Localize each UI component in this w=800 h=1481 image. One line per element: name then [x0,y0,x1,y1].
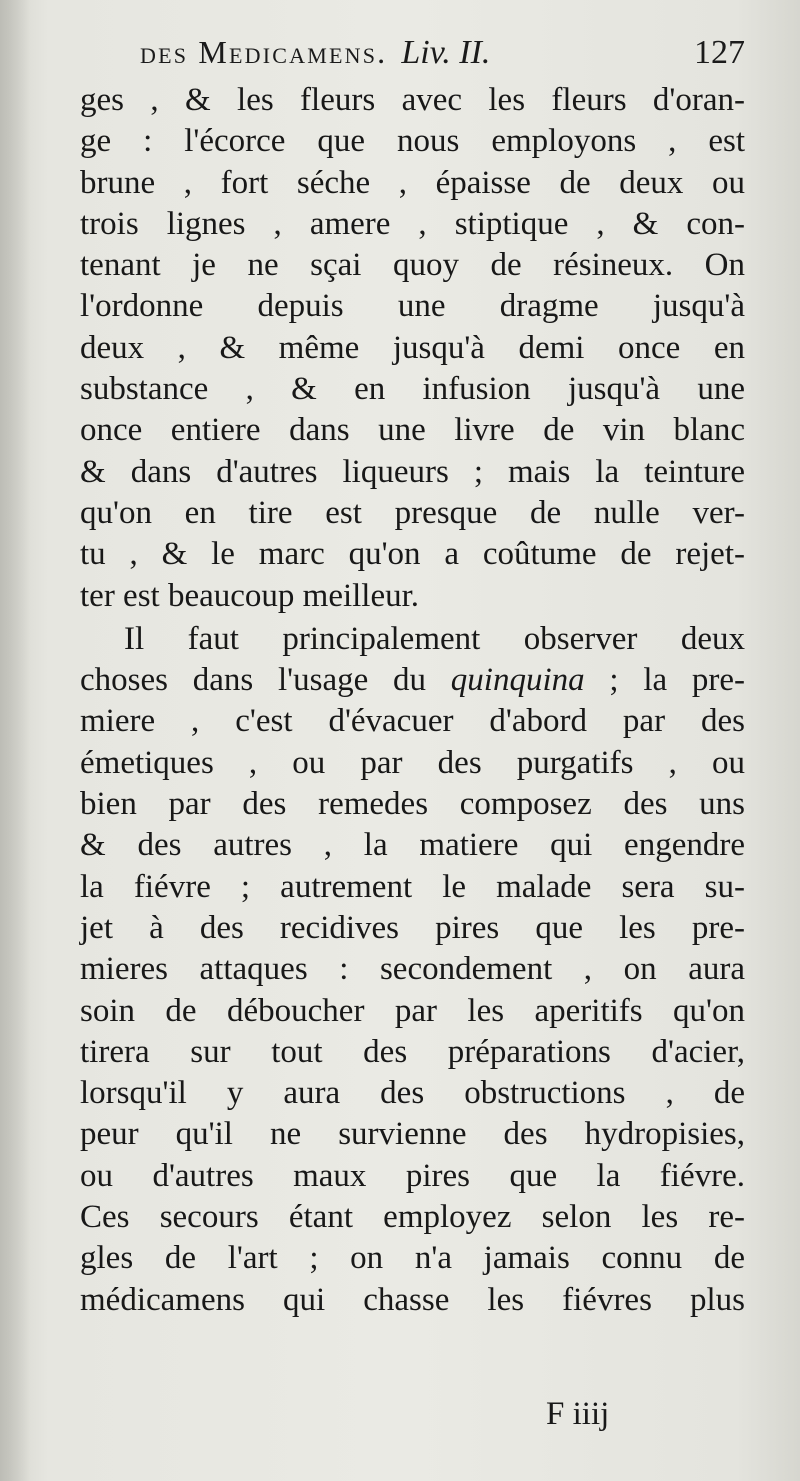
italic-term: quinquina [450,662,585,699]
text-line: & des autres , la matiere qui engendre [80,827,745,864]
text-line: & dans d'autres liqueurs ; mais la teinture [80,453,745,490]
text-line: Ces secours étant employez selon les re- [80,1199,745,1236]
text-line: ou d'autres maux pires que la fiévre. [80,1157,745,1194]
text-line: jet à des recidives pires que les pre- [80,909,745,946]
signature-mark: F iiij [546,1396,610,1432]
text-line: gles de l'art ; on n'a jamais connu de [80,1240,745,1277]
text-line: tirera sur tout des préparations d'acier, [80,1033,745,1070]
text-line: mieres attaques : secondement , on aura [80,951,745,988]
paragraph-2 [80,619,745,1321]
text-segment: ; la pre- [609,662,746,699]
text-line: trois lignes , amere , stiptique , & con- [80,205,745,242]
text-line-with-italic [80,660,745,701]
text-line: ge : l'écorce que nous employons , est [80,123,745,160]
text-segment: choses dans l'usage du [80,662,427,699]
text-line: substance , & en infusion jusqu'à une [80,371,745,408]
running-title: des Medicamens. [140,34,388,70]
text-line: ges , & les fleurs avec les fleurs d'oran- [80,82,745,118]
text-line: ter est beaucoup meilleur. [80,577,420,614]
text-line: tu , & le marc qu'on a coûtume de rejet- [80,536,745,573]
text-line: lorsqu'il y aura des obstructions , de [80,1075,745,1112]
text-line: l'ordonne depuis une dragme jusqu'à [80,288,745,325]
text-line: bien par des remedes composez des uns [80,786,745,823]
text-line: Il faut principalement observer deux [124,620,745,657]
book-reference: Liv. II. [401,34,491,71]
text-line: qu'on en tire est presque de nulle ver- [80,494,745,531]
text-line: tenant je ne sçai quoy de résineux. On [80,247,745,284]
page-gutter-shadow [0,0,30,1481]
body-text [80,80,745,1321]
text-line: peur qu'il ne survienne des hydropisies, [80,1116,745,1153]
text-line: médicamens qui chasse les fiévres plus [80,1281,745,1318]
text-line: brune , fort séche , épaisse de deux ou [80,164,745,201]
text-line: soin de déboucher par les aperitifs qu'on [80,992,745,1029]
text-line: once entiere dans une livre de vin blanc [80,412,745,449]
text-line: miere , c'est d'évacuer d'abord par des [80,703,745,740]
text-line: émetiques , ou par des purgatifs , ou [80,744,745,781]
text-line: la fiévre ; autrement le malade sera su- [80,868,745,905]
running-header [140,34,745,82]
text-line: deux , & même jusqu'à demi once en [80,329,745,366]
paragraph-1 [80,80,745,617]
page-number: 127 [694,34,745,71]
